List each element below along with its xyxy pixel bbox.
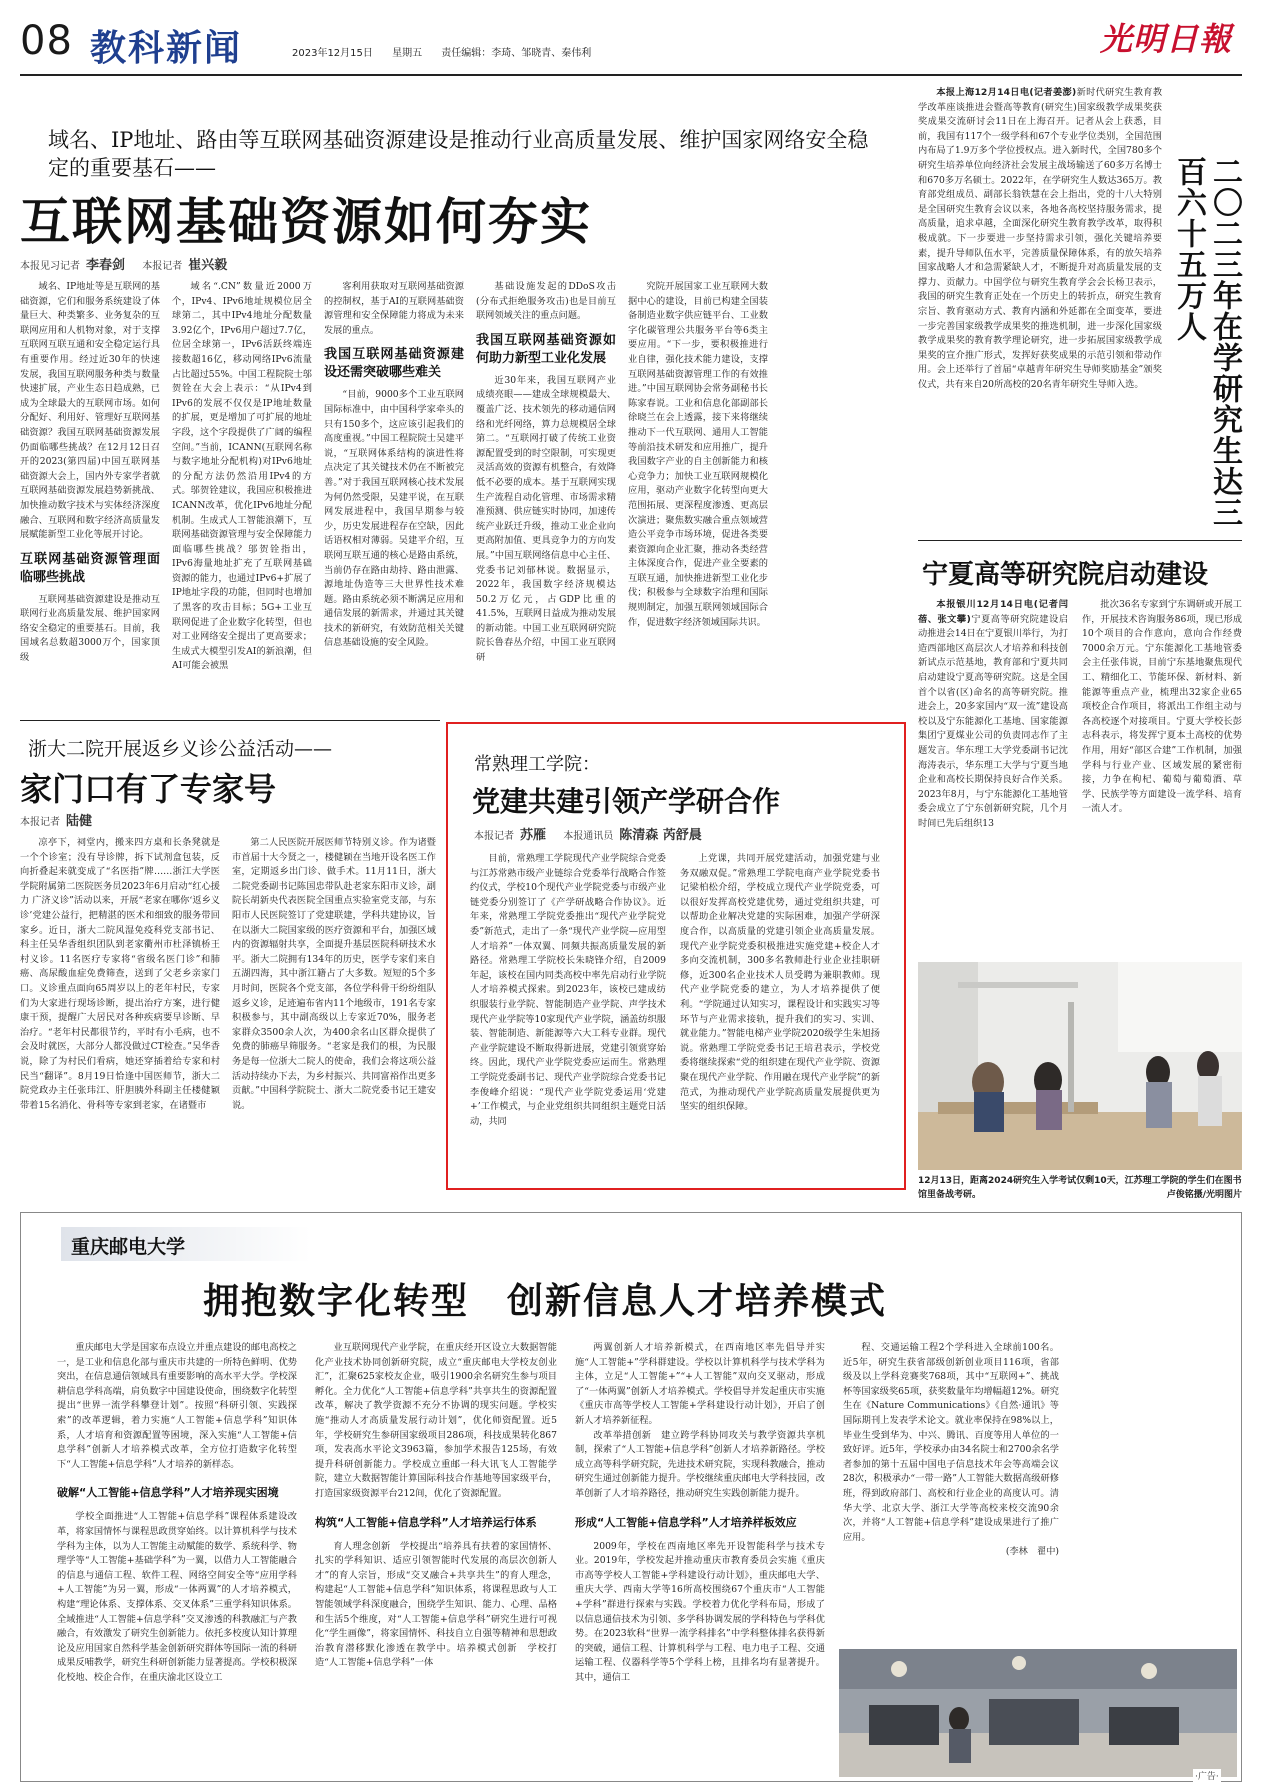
zhejiang-col-2 — [232, 836, 436, 1186]
lead-kicker: 域名、IP地址、路由等互联网基础资源建设是推动行业高质量发展、维护国家网络安全稳定的重要基石—— — [48, 128, 869, 180]
caption-text: 12月13日，距离2024研究生入学考试仅剩10天，江苏理工学院的学生们在图书馆里备战考研。 — [918, 1176, 1242, 1200]
paragraph: “目前，9000多个工业互联网国际标准中，由中国科学家牵头的只有150多个，这应该引起我们的高度重视。”中国工程院院士吴建平说，“互联网体系结构的演进性将点决定了其关键技术仍在不断被完善。”对于我国互联网核心技术发展为何仍然受限，吴建平说，在互联网发展进程中，我国早期参与较少，历史发展进程存在空缺，因此话语权相对薄弱。吴建平介绍，互联网互联互通的核心是路由系统，当前仍存在路由劫持、路由泄露、源地址伪造等三大世界性技术难题。路由系统必须不断满足应用和通信发展的新需求，并通过其关键技术的新研究，有效防范相关关键信息基础设施的安全风险。 — [324, 389, 464, 649]
photo-caption — [918, 1174, 1242, 1202]
adv-col-3 — [575, 1341, 825, 1777]
zhejiang-byline — [20, 810, 106, 829]
paragraph: 究院开展国家工业互联网大数据中心的建设，目前已构建全国装备制造业数字供应链平台、工业数字化碳管理公共服务平台等6类主要应用。“下一步，要积极推进行业自律，强化技术能力建设，支撑互联网基础资源管理工作的有效推进。”中国互联网协会常务副秘书长陈家春说。工业和信息化部副部长徐晓兰在会上透露，接下来将继续推动下一代互联网、通用人工智能等前沿技术研发和应用推广，提升我国数字产业的自主创新能力和核心竞争力；加快工业互联网规模化应用，驱动产业数字化转型向更大范围拓展、更深程度渗透、更高层次演进；聚焦数实融合重点领域营造公平竞争市场环境，促进各类要素资源向企业汇聚，推动各类经营主体深度合作，促进产业全要素的互联互通，加快推进新型工业化步伐；积极参与全球数字治理和国际规则制定，加强互联网领域国际合作，促进数字经济领域国际共识。 — [628, 281, 768, 628]
advertorial-photo — [839, 1649, 1237, 1777]
paragraph: 2009年，学校在西南地区率先开设智能科学与技术专业。2019年，学校发起并推动重庆市教育委员会实施《重庆市高等学校人工智能+学科建设行动计划》，重庆邮电大学、重庆大学、西南大学等16所高校围绕67个重庆市“人工智能+学科”群进行探索与实践。学校着力优化学科布局，形成了以信息通信技术为引领、多学科协调发展的学科特色与学科优势。在2023软科“世界一流学科排名”中学科整体排名获得新的突破，通信工程、计算机科学与工程、电力电子工程、交通运输工程、仪器科学等5个学科上榜，且排名均有显著提升。其中，通信工 — [575, 1540, 825, 1683]
byline-name: 崔兴毅 — [188, 258, 228, 273]
lead-title: 互联网基础资源如何夯实 — [20, 192, 592, 251]
weekday-text: 星期五 — [392, 48, 423, 59]
paragraph: 凉亭下，祠堂内，搬来四方桌和长条凳就是一个个诊室；没有导诊牌，拆下试剂盒包装，反向折叠起来就变成了“名医指”牌……浙江大学医学院附属第二医院医务员2023年6月启动“红心援力 广济义诊”活动以来，开展“老家在哪你‘返乡义诊’党建公益行，把精湛的医术和细致的服务带回家乡。近日，浙大二院风湿免疫科党支部书记、科主任吴华香组织团队到老家衢州市杜泽镇桥王村义诊。11名医疗专家将“省级名医门诊”和肺癌、高尿酸血症免费筛查，送到了父老乡亲家门口。义诊重点面向65周岁以上的老年村民，专家们为大家进行现场诊断，提出治疗方案，进行健康干预，提醒广大居民对各种疾病要早诊断、早治疗。“老年村民都很节约，平时有小毛病，也不会及时就医，大部分人都没做过CT检查。”吴华香说，除了为村民们看病，她还穿插着给专家和村民当“翻译”。8月19日恰逢中国医师节，浙大二院党政办主任张玮江、肝胆胰外科副主任楼健颖带着15名消化、骨科等专家到老家，在诸暨市 — [20, 837, 220, 1111]
lead-col-2 — [172, 280, 312, 690]
editors-text: 责任编辑：李琦、邹晓青、秦伟利 — [441, 48, 592, 59]
center-col-2 — [680, 852, 880, 1182]
paragraph: 宁夏高等研究院建设启动推进会14日在宁夏银川举行，为打造西部地区高层次人才培养和科技创新试点示范基地，教育部和宁夏共同启动建设宁夏高等研究院。这是全国首个以省(区)命名的高等研究院。推进会上，20多家国内“双一流”建设高校以及宁东能源化工基地、国家能源集团宁夏煤业公司的负责同志作了主题发言。华东理工大学党委副书记沈海涛表示，华东理工大学与宁夏当地企业和高校长期保持良好合作关系。2023年8月，与宁东能源化工基地管委会成立了宁东创新研究院，几个月时间已先后组织13 — [918, 613, 1068, 829]
ningxia-col-1 — [918, 598, 1068, 978]
byline-name: 苏雁 — [520, 828, 547, 843]
center-title: 党建共建引领产学研合作 — [472, 785, 781, 818]
ningxia-title: 宁夏高等研究院启动建设 — [922, 560, 1209, 590]
paragraph: 两翼创新人才培养新模式，在西南地区率先倡导并实施“人工智能+”学科群建设。学校以计算机科学与技术学科为主体，立足“人工智能+”“+人工智能”双向交叉驱动，形成了“一体两翼”创新人才培养模式。学校倡导并发起重庆市实施《重庆市高等学校人工智能+学科建设行动计划》，开启了创新人才培养新征程。 — [575, 1342, 825, 1426]
adv-col-2 — [315, 1341, 557, 1777]
subhead: 互联网基础资源管理面临哪些挑战 — [20, 551, 160, 585]
ningxia-col-2 — [1082, 598, 1242, 978]
byline-role: 本报见习记者 — [20, 261, 80, 272]
center-article-frame — [446, 722, 906, 1190]
newspaper-logo: 光明日報 — [1100, 20, 1233, 58]
byline-name: 李春剑 — [86, 258, 126, 273]
byline-role: 本报通讯员 — [563, 831, 614, 842]
lead-col-3 — [324, 280, 464, 690]
advertorial-box — [20, 1212, 1242, 1782]
grad-text — [918, 86, 1162, 546]
divider — [20, 720, 440, 721]
paragraph: 重庆邮电大学是国家布点设立并重点建设的邮电高校之一，是工业和信息化部与重庆市共建的一所特色鲜明、优势突出，在信息通信领域具有重要影响的高水平大学。学校深耕信息学科高端，肩负数字中国建设使命，围绕数字化转型提出“世界一流学科攀登计划”。按照“科研引领、实践探索”的改革逻辑，着力实施“人工智能+信息学科”知识体系，人才培育和资源配置等困境，深入实施“人工智能+信息学科”创新人才培养模式改革，全方位打造数字化转型下“人工智能+信息学科”人才培养的新样态。 — [57, 1342, 297, 1470]
masthead — [0, 0, 1262, 78]
paragraph: 近30年来，我国互联网产业成绩亮眼——建成全球规模最大、覆盖广泛、技术领先的移动通信网络和光纤网络，算力总规模居全球第二。“互联网打破了传统工业资源配置受到的时空限制，可实现更灵活高效的资源有机整合，有效降低不必要的成本。基于互联网实现生产流程自动化管理、市场需求精准预测、供应链实时协同，加速传统产业跃迁升级，推动工业企业向更高附加值、更具竞争力的方向发展。”中国互联网络信息中心主任、党委书记刘郁林说。数据显示，2022年，我国数字经济规模达50.2万亿元，占GDP比重的41.5%，互联网日益成为推动发展的新动能。中国工业互联网研究院院长鲁春丛介绍，中国工业互联网研 — [476, 374, 616, 664]
photo-illustration — [918, 962, 1242, 1170]
advertorial-title: 拥抱数字化转型 创新信息人才培养模式 — [203, 1280, 888, 1322]
byline-role: 本报记者 — [474, 831, 514, 842]
grad-article — [918, 82, 1242, 552]
center-byline — [474, 824, 716, 843]
paragraph: 育人理念创新 学校提出“培养具有扶着的家国情怀、扎实的学科知识、适应引领智能时代发展的高层次创新人才”的育人宗旨，形成“交叉融合+共享共生”的育人理念，构建起“人工智能+信息学科”知识体系，将课程思政与人工智能领域学科深度融合，围绕学生知识、能力、心理、品格和生活5个维度，对“人工智能+信息学科”研究生进行可视化“学生画像”，将家国情怀、科技自立自强等精神和思想政治教育潜移默化渗透在教学中。培养模式创新 学校打造“人工智能+信息学科”一体 — [315, 1540, 557, 1669]
photo-credit: 卢俊铭摄/光明图片 — [1166, 1190, 1242, 1200]
paragraph: 学校全面推进“人工智能+信息学科”课程体系建设改革，将家国情怀与课程思政贯穿始终。以计算机科学与技术学科为主体，以为人工智能主动赋能的数学、系统科学、物理学等“人工智能+基础学科”为一翼，以借力人工智能融合的信息与通信工程、软件工程、网络空间安全等“应用学科+人工智能”为另一翼，形成“一体两翼”的人才培养模式，构建“理论体系、支撑体系、交叉体系”三重学科知识体系。全域推进“人工智能+信息学科”交叉渗透的科教融汇与产教融合，有效激发了研究生创新能力。依托多校度认知计算理论及应用国家自然科学基金创新研究群体等国际一流的科研成果反哺教学，研究生科研创新能力显著提高。学校积极深化校地、校企合作，在重庆渝北区设立工 — [57, 1511, 297, 1683]
date-text: 2023年12月15日 — [292, 48, 373, 59]
adv-col-1 — [57, 1341, 297, 1777]
paragraph: 域名、IP地址等是互联网的基础资源，它们和服务系统建设了体量巨大、种类繁多、业务复杂的互联网应用和人机物对象，对于支撑互联网互联互通和安全稳定运行具有重要作用。经过近30年的快速发展，我国互联网服务种类与数量快速扩展，产业生态日趋成熟，已成为全球最大的互联网市场。如何分配好、利用好、管理好互联网基础资源？我国互联网基础资源发展仍面临哪些挑战？在12月12日召开的2023(第四届)中国互联网基础资源大会上，国内外专家学者就互联网基础资源发展趋势新挑战、加快推动数字技术与实体经济深度融合、互联网和数字经济高质量发展赋能新型工业化等展开讨论。 — [20, 281, 160, 541]
paragraph: 业互联网现代产业学院，在重庆经开区设立大数据智能化产业技术协同创新研究院，成立“重庆邮电大学校友创业汇”，汇聚625家校友企业，吸引1900余名研究生参与项目孵化。全力优化“人工智能+信息学科”共享共生的资源配置改革，解决了教学资源不充分不协调的现实问题。学校实施“推动人才高质量发展行动计划”，优化师资配置。近5年，学校研究生参研国家级项目286项，科技成果转化867项，发表高水平论文3963篇，参加学术报告125场，有效提升科研创新能力。学校成立重邮一科大讯飞人工智能学院，建立大数据智能计算国际科技合作基地等国家级平台，打造国家级资源平台212间，优化了资源配置。 — [315, 1342, 557, 1499]
byline-name: 陈清森 芮舒晨 — [619, 828, 702, 843]
paragraph: 域名“.CN”数量近2000万个，IPv4、IPv6地址规模位居全球第二，其中IPv4地址分配数量3.92亿个，IPv6用户超过7.7亿，位居全球第一，IPv6活跃终端连接数超16亿，移动网络IPv6流量占比超过55%。中国工程院院士邬贺铨在大会上表示：“从IPv4到IPv6的发展不仅仅是IP地址数量的扩展，更是增加了可扩展的地址字段，这个字段提供了广阔的编程空间。”当前，ICANN(互联网名称与数字地址分配机构)对IPv6地址的分配方法仍然沿用IPv4的方式。邬贺铨建议，我国应积极推进ICANN改革，优化IPv6地址分配机制。生成式人工智能浪潮下，互联网基础资源管理与安全保障能力面临哪些挑战？邬贺铨指出，IPv6海量地址扩充了互联网基础资源的能力，也通过IPv6+扩展了IP地址字段的功能，但同时也增加了黑客的攻击目标；5G+工业互联网促进了企业数字化转型，但也对工业网络安全提出了更高要求；生成式大模型引发AI的新浪潮，但AI可能会被黑 — [172, 281, 312, 672]
zhejiang-article — [20, 720, 440, 1190]
zhejiang-kicker: 浙大二院开展返乡义诊公益活动—— — [28, 738, 333, 760]
page-number: 08 — [20, 18, 73, 64]
masthead-rule — [20, 74, 1242, 76]
ad-label: ·广告· — [1193, 1769, 1221, 1782]
lead-col-4 — [476, 280, 616, 690]
subhead: 破解“人工智能+信息学科”人才培养现实困境 — [57, 1486, 279, 1500]
paragraph: 目前，常熟理工学院现代产业学院综合党委与江苏常熟市级产业链综合党委举行战略合作签约仪式，学校10个现代产业学院党委与市级产业链党委分别签订了《产学研战略合作协议》。近年来，常熟理工学院党委推出“现代产业学院党委”新范式，走出了一条“现代产业学院—应用型人才培养”一体双翼、同频共振高质量发展的新路径。常熟理工学院校长朱晓锋介绍，自2009年起，该校在国内同类高校中率先启动行业学院人才培养模式探索。到2023年，该校已建成纺织服装行业学院、智能制造产业学院、声学技术现代产业学院等10家现代产业学院，涵盖纺织服装、智能制造、新能源等六大工科专业群。现代产业学院建设不断取得新进展，党建引领赏穿始终。因此，现代产业学院党委应运而生。常熟理工学院党委副书记、现代产业学院综合党委书记李俊峰介绍说：“现代产业学院党委运用‘党建+’工作模式，与企业党组织共同组织主题党日活动，共同 — [470, 853, 666, 1127]
org-label-bar — [61, 1227, 311, 1261]
center-col-1 — [470, 852, 666, 1182]
paragraph: 程、交通运输工程2个学科进入全球前100名。近5年，研究生获省部级创新创业项目116项，省部级及以上学科竞赛奖768项，其中“互联网+”、挑战杯等国家级奖65项，获奖数量年均增幅超12%。研究生在《Nature Communications》《自然·通讯》等国际期刊上发表学术论文。就业率保持在98%以上，毕业生受到华为、中兴、腾讯、百度等用人单位的一致好评。近5年，学校承办由34名院士和2700余名学者参加的第十五届中国电子信息技术年会等高端会议28次，积极承办“一带一路”人工智能大数据高级研修班，得到政府部门、高校和行业企业的高度认可。清华大学、北京大学、浙江大学等高校来校交流90余次，并将“人工智能+信息学科”建设成果进行了推广应用。 — [843, 1342, 1059, 1543]
byline-name: 陆健 — [66, 814, 93, 829]
lead-byline — [20, 254, 241, 273]
ningxia-article — [918, 540, 1242, 980]
subhead: 我国互联网基础资源建设还需突破哪些难关 — [324, 347, 464, 381]
divider — [918, 540, 1242, 541]
zhejiang-col-1 — [20, 836, 220, 1186]
lead-col-1 — [20, 280, 160, 690]
paragraph: 新时代研究生教育教学改革座谈推进会暨高等教育(研究生)国家级教学成果奖获奖成果交流研讨会11日在上海召开。记者从会上获悉，目前，我国有117个一级学科和67个专业学位类别，全国范围内布局了1.9万多个学位授权点。进入新时代，全国780多个研究生培养单位向经济社会发展主战场输送了60多万名博士和670多万名硕士。2022年，在学研究生人数达365万。教育部党组成员、副部长翁铁慧在会上指出，党的十八大特别是全国研究生教育会议以来，各地各高校坚持服务需求，提高质量，追求卓越，全面深化研究生教育教学改革，取得积极成就。下一步要进一步坚持需求引领，强化关键培养要素，提升导师队伍水平，完善质量保障体系，有的放矢培养国家战略人才和急需紧缺人才，不断提升对高质量发展的支撑力、贡献力。中国学位与研究生教育学会会长杨卫表示，我国的研究生教育正处在一个历史上的转折点，研究生教育宗旨、教育驱动方式、教育内涵和外延都在全面变革，要进一步完善国家级教学成果奖的推选机制，进一步深化国家级教学成果奖的教育教学理论研究，进一步拓展国家级教学成果奖的宣介推广形式，发挥好获奖成果的示范引领和带动作用。会上还举行了首届“卓越青年研究生导师奖励基金”颁奖仪式，共有来自20所高校的20名青年研究生导师入选。 — [918, 87, 1162, 390]
paragraph: 批次36名专家到宁东调研或开展工作，开展技术咨询服务86项，现已形成10个项目的合作意向，意向合作经费7000余万元。宁东能源化工基地管委会主任张伟说，目前宁东基地聚焦现代工、精细化工、节能环保、新材料、新能源等重点产业，梳理出32家企业65项校企合作项目，将派出工作组主动与各高校逐个对接项目。宁夏大学校长彭志科表示，将发挥宁夏本土高校的优势作用，用好“部区合建”工作机制，加强学科与行业产业、区域发展的紧密衔接，力争在枸杞、葡萄与葡萄酒、草学、民族学等方面建设一流学科、培育一流人才。 — [1082, 599, 1242, 815]
byline-role: 本报记者 — [20, 817, 60, 828]
subhead: 我国互联网基础资源如何助力新型工业化发展 — [476, 332, 616, 366]
photo-illustration — [839, 1649, 1237, 1777]
paragraph: 上党课，共同开展党建活动，加强党建与业务双融双促。”常熟理工学院电商产业学院党委书记梁柏松介绍，学校成立现代产业学院党委，可以很好发挥高校党建优势，通过党组织共建，可以帮助企业解决党建的实际困难，加强产学研深度合作，以高质量的党建引领企业高质量发展。现代产业学院党委积极推进实施党建+校企人才多向交流机制，300多名教师赴行业企业挂职研修，近300名企业技术人员受聘为兼职教师。现代产业学院党委的建立，为人才培养提供了便利。“学院通过认知实习，课程设计和实践实习等环节与产业需求接轨，提升我们的实习、实训、就业能力。”智能电梯产业学院2020级学生朱旭扬说。常熟理工学院党委书记王培君表示，学校党委将继续探索“党的组织建在现代产业学院、资源聚在现代产业学院、作用融在现代产业学院”的新范式，为推动现代产业学院高质量发展提供更为坚实的组织保障。 — [680, 853, 880, 1113]
center-kicker: 常熟理工学院： — [474, 754, 600, 775]
byline-role: 本报记者 — [142, 261, 183, 272]
lead-col-5 — [628, 280, 768, 690]
adv-col-4 — [843, 1341, 1059, 1641]
library-photo — [918, 962, 1242, 1170]
paragraph: 改革举措创新 建立跨学科协同攻关与教学资源共享机制，探索了“人工智能+信息学科”创新人才培养新路径。学校成立高等科学研究院，先进技术研究院，实现科教融合，推动研究生通过创新能力提升。学校继续重庆邮电大学科技园，改革创新了人才培养路径，推动研究生实践创新能力提升。 — [575, 1429, 825, 1499]
paragraph: 客利用获取对互联网基础资源的控制权，基于AI的互联网基础资源管理和安全保障能力将成为未来发展的重点。 — [324, 281, 464, 336]
org-name: 重庆邮电大学 — [71, 1236, 186, 1258]
grad-vertical-title: 二〇二三年在学研究生达三百六十五万人 — [1171, 156, 1242, 528]
paragraph: 互联网基础资源建设是推动互联网行业高质量发展、维护国家网络安全稳定的重要基石。目前，我国域名总数超3000万个，国家顶级 — [20, 593, 160, 664]
dateline: 本报上海12月14日电(记者姜澎) — [936, 87, 1077, 98]
issue-date — [292, 44, 591, 59]
zhejiang-title: 家门口有了专家号 — [20, 770, 277, 808]
paragraph: 第二人民医院开展医师节特别义诊。作为诸暨市首届十大今贤之一，楼健颖在当地开设名医工作室，定期返乡出门诊、做手术。11月11日，浙大二院党委副书记陈国忠带队赴老家东阳市义诊，副院长胡新央代表医院全国重点实验室党支部，与东阳市人民医院签订了党建联建，学科共建协议，旨在以浙大二院国家级的医疗资源和平台，加强区域内的资源辐射共享，全面提升基层医院科研技术水平。浙大二院拥有134年的历史，医学专家们来自五湖四海，其中浙江籍占了大多数。短短的5个多月时间，医院各个党支部，各位学科骨干纷纷组队返乡义诊，足迹遍布省内11个地级市，191名专家积极参与，其中副高级以上专家近70%，服务老家群众3500余人次，为400余名山区群众提供了免费的肺癌早筛服务。“老家是我们的根，为民服务是每一位浙大二院人的使命，我们会将这项公益活动持续办下去，为乡村振兴、共同富裕作出更多贡献。”中国科学院院士、浙大二院党委书记王建安说。 — [232, 837, 436, 1111]
lead-article — [20, 82, 910, 722]
dateline: 本报银川12月14日电(记者闫蓓、张文攀) — [918, 599, 1068, 625]
section-title: 教科新闻 — [90, 27, 243, 69]
subhead: 形成“人工智能+信息学科”人才培养样板效应 — [575, 1515, 797, 1529]
subhead: 构筑“人工智能+信息学科”人才培养运行体系 — [315, 1515, 537, 1529]
paragraph: 基础设施发起的DDoS攻击(分布式拒绝服务攻击)也是目前互联网领域关注的重点问题。 — [476, 281, 616, 322]
author-credit: (李林 翟中) — [1005, 1546, 1059, 1558]
